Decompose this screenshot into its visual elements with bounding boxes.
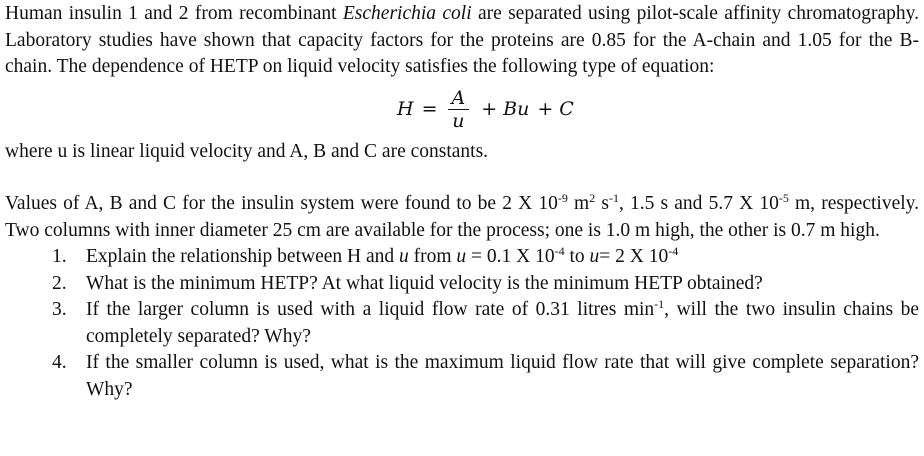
- question-number: 1.: [52, 246, 67, 267]
- equation-lhs: H: [397, 98, 414, 121]
- where-line: where u is linear liquid velocity and A, B and C are constants.: [5, 140, 489, 162]
- equation-plus-2: +: [537, 98, 554, 121]
- question-1-text-1: Explain the relationship between H and: [86, 246, 399, 267]
- organism-name: Escherichia coli: [342, 3, 472, 24]
- question-item-3: [5, 297, 919, 350]
- question-number: 2.: [52, 272, 67, 294]
- question-1-text-4: to: [564, 246, 590, 267]
- equation-plus-1: +: [481, 98, 498, 121]
- values-text-3: s: [595, 193, 609, 214]
- equation-denominator: u: [452, 110, 465, 132]
- paragraph-gap: [5, 165, 919, 191]
- problem-document: [5, 1, 919, 403]
- question-3-text-2: , will the two insulin chains be completely separated? Why?: [86, 299, 919, 347]
- values-text-5: m, respectively. Two columns with inner diameter 25 cm are available for the process; one is 1.0 m high, the other is 0.7 m high.: [5, 193, 920, 241]
- question-3-text-1: If the larger column is used with a liquid flow rate of 0.31 litres min: [86, 299, 655, 320]
- question-item-2: [5, 271, 919, 298]
- hetp-equation: [5, 81, 919, 139]
- equation-c-term: C: [559, 98, 574, 121]
- question-4-text: If the smaller column is used, what is the maximum liquid flow rate that will give complete separation? Why?: [86, 352, 919, 400]
- question-1-exp-2: -4: [668, 244, 679, 258]
- question-1-exp-1: -4: [554, 244, 565, 258]
- values-paragraph: [5, 191, 919, 244]
- equation-fraction: [448, 87, 470, 132]
- values-exp-2: 2: [589, 191, 596, 205]
- question-1-text-2: from: [408, 246, 457, 267]
- question-item-1: [5, 244, 919, 271]
- question-1-var-u: u: [399, 246, 409, 267]
- question-1-var-u: u: [589, 246, 600, 267]
- values-text-1: Values of A, B and C for the insulin system were found to be 2 X 10: [5, 193, 558, 214]
- values-exp-3: -1: [608, 191, 619, 205]
- question-1-var-u: u: [456, 246, 467, 267]
- values-text-4: , 1.5 s and 5.7 X 10: [618, 193, 779, 214]
- intro-paragraph: [5, 1, 919, 81]
- question-number: 3.: [52, 299, 67, 320]
- question-item-4: [5, 350, 919, 403]
- question-1-text-3: = 0.1 X 10: [466, 246, 555, 267]
- question-list: [5, 244, 919, 403]
- question-3-exp-1: -1: [654, 297, 665, 311]
- question-1-text-5: = 2 X 10: [599, 246, 669, 267]
- question-number: 4.: [52, 352, 67, 373]
- equation-equals: =: [421, 98, 438, 121]
- values-exp-1: -9: [557, 191, 568, 205]
- values-exp-4: -5: [778, 191, 789, 205]
- equation-numerator: A: [451, 87, 466, 109]
- question-2-text: What is the minimum HETP? At what liquid velocity is the minimum HETP obtained?: [86, 272, 763, 294]
- equation-b-term: Bu: [503, 98, 530, 121]
- intro-text-start: Human insulin 1 and 2 from recombinant: [5, 3, 343, 24]
- intro-text-end: are separated using pilot-scale affinity chromatography. Laboratory studies have shown that capacity factors for the proteins are 0.85 for the A-chain and 1.05 for the B-chain. The dependence of HETP on liquid velocity satisfies the following type of equation:: [5, 3, 919, 77]
- values-text-2: m: [567, 193, 590, 214]
